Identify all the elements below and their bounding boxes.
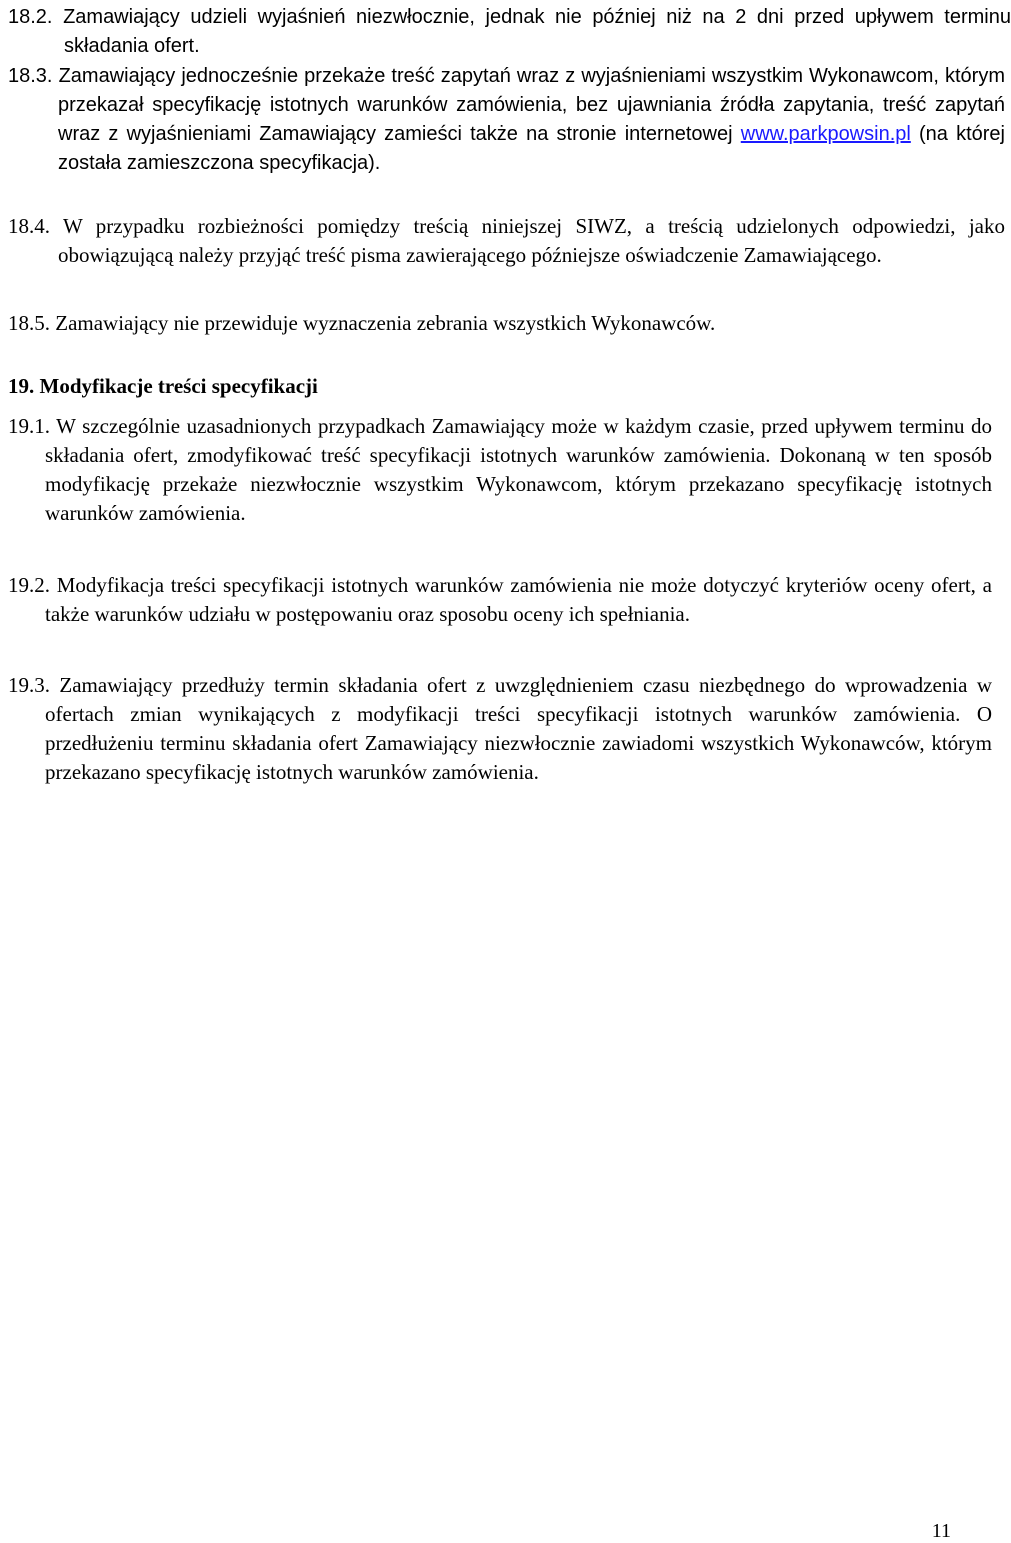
paragraph-text: W szczególnie uzasadnionych przypadkach Zamawiający może w każdym czasie, przed upływem terminu do składania ofert, zmodyfikować treść specyfikacji istotnych warunków zamówienia. Dokonaną w ten sposób modyfikację przekaże niezwłocznie wszystkim Wykonawcom, którym przekazano specyfikację istotnych warunków zamówienia. — [45, 414, 992, 525]
paragraph-text-continued: (na której została zamieszczona specyfikacja). — [58, 123, 1005, 174]
page-number: 11 — [931, 1520, 951, 1542]
paragraph-text: Zamawiający przedłuży termin składania ofert z uwzględnieniem czasu niezbędnego do wprowadzenia w ofertach zmian wynikających z modyfikacji treści specyfikacji istotnych warunków zamówienia. O przedłużeniu terminu składania ofert Zamawiający niezwłocznie zawiadomi wszystkich Wykonawców, którym przekazano specyfikację istotnych warunków zamówienia. — [45, 673, 992, 784]
paragraph-text: Modyfikacja treści specyfikacji istotnych warunków zamówienia nie może dotyczyć kryteriów oceny ofert, a także warunków udziału w postępowaniu oraz sposobu oceny ich spełniania. — [45, 573, 992, 626]
paragraph-number: 19.1. — [8, 414, 50, 438]
paragraph-text: Zamawiający nie przewiduje wyznaczenia zebrania wszystkich Wykonawców. — [55, 311, 716, 335]
paragraph-number: 18.2. — [8, 6, 53, 28]
paragraph-18-3 — [8, 62, 1005, 178]
paragraph-number: 18.4. — [8, 214, 50, 238]
paragraph-text: W przypadku rozbieżności pomiędzy treścią niniejszej SIWZ, a treścią udzielonych odpowiedzi, jako obowiązującą należy przyjąć treść pisma zawierającego późniejsze oświadczenie Zamawiającego. — [58, 214, 1005, 267]
paragraph-text: Zamawiający jednocześnie przekaże treść zapytań wraz z wyjaśnieniami wszystkim Wykonawcom, którym przekazał specyfikację istotnych warunków zamówienia, bez ujawniania źródła zapytania, treść zapytań wraz z wyjaśnieniami Zamawiający zamieści także na stronie internetowej — [58, 65, 1005, 145]
paragraph-number: 18.5. — [8, 311, 50, 335]
paragraph-18-5 — [8, 309, 955, 338]
website-link[interactable]: www.parkpowsin.pl — [740, 123, 911, 145]
paragraph-18-4 — [8, 212, 1005, 270]
paragraph-number: 18.3. — [8, 65, 53, 87]
paragraph-18-2 — [8, 3, 1011, 61]
paragraph-number: 19.2. — [8, 573, 50, 597]
paragraph-number: 19.3. — [8, 673, 50, 697]
paragraph-19-3 — [8, 671, 992, 787]
paragraph-19-2 — [8, 571, 992, 629]
section-heading: 19. Modyfikacje treści specyfikacji — [8, 374, 318, 398]
paragraph-19-1 — [8, 412, 992, 528]
paragraph-text: Zamawiający udzieli wyjaśnień niezwłocznie, jednak nie później niż na 2 dni przed upływem terminu składania ofert. — [63, 6, 1011, 57]
